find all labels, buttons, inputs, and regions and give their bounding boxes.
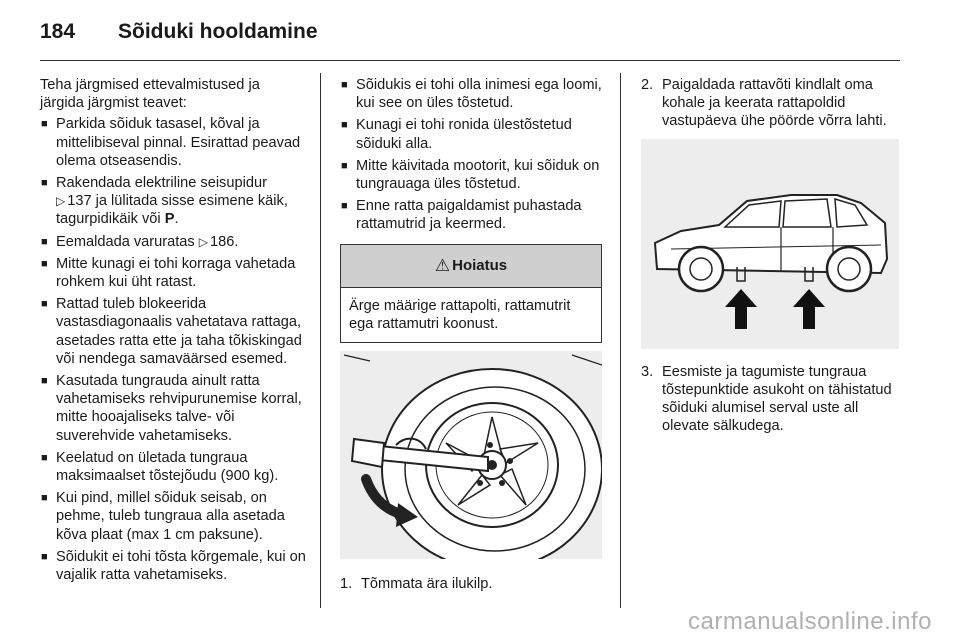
list-item: ■ Rattad tuleb blokeerida vastasdiagonaalis vahetatava rattaga, asetades ratta ette ja taha tõkiskingad või nendega samaväärsed esemed. (40, 295, 306, 368)
column-divider-1 (320, 73, 321, 608)
page-ref-icon[interactable]: ▷ (198, 234, 209, 249)
list-item: ■ Eemaldada varuratas ▷ 186. (40, 233, 306, 251)
steps-list-b (641, 76, 899, 131)
list-item: ■ Sõidukit ei tohi tõsta kõrgemale, kui on vajalik ratta vahetamiseks. (40, 548, 306, 584)
warning-title: Hoiatus (452, 256, 508, 274)
steps-list-a (340, 575, 602, 593)
page-number: 184 (40, 20, 76, 43)
list-item: ■ Enne ratta paigaldamist puhastada rattamutrid ja keermed. (340, 197, 602, 233)
list-item: ■ Mitte käivitada mootorit, kui sõiduk on tungrauaga üles tõstetud. (340, 157, 602, 193)
car-jack-points-illustration (641, 139, 899, 349)
page-title: Sõiduki hooldamine (118, 20, 318, 43)
wheel-wrench-illustration (340, 351, 602, 559)
warning-header (341, 245, 601, 288)
step-2: 2. Paigaldada rattavõti kindlalt oma kohale ja keerata rattapoldid vastupäeva ühe pöörde võrra lahti. (641, 77, 887, 130)
list-item: ■ Sõidukis ei tohi olla inimesi ega loomi, kui see on üles tõstetud. (340, 76, 602, 112)
page-ref[interactable]: 137 (67, 193, 92, 210)
header-divider (40, 60, 900, 61)
list-item: ■ Kunagi ei tohi ronida ülestõstetud sõiduki alla. (340, 116, 602, 152)
column-2 (340, 76, 602, 593)
step-3: 3. Eesmiste ja tagumiste tungraua tõstepunktide asukoht on tähistatud sõiduki alumisel serval uste all olevate sälkudega. (641, 363, 892, 435)
intro-text: Teha järgmised ettevalmistused ja järgida järgmist teavet: (40, 77, 260, 112)
page-ref-icon[interactable]: ▷ (56, 194, 66, 209)
list-item: ■ Parkida sõiduk tasasel, kõval ja mittelibiseval pinnal. Esirattad peavad olema otseasendis. (40, 115, 306, 170)
column-1 (40, 76, 306, 588)
watermark: carmanualsonline.info (688, 608, 932, 635)
list-item: ■ Kasutada tungrauda ainult ratta vahetamiseks rehvipurunemise korral, mitte hooajaliseks talve- või suverehvide vahetamiseks. (40, 372, 306, 445)
page-ref[interactable]: 186 (210, 233, 235, 250)
steps-list-c (641, 363, 899, 436)
warning-text: Ärge määrige rattapolti, rattamutrit ega rattamutri koonust. (349, 297, 571, 332)
warning-icon: ⚠ (434, 255, 451, 275)
step-1: 1. Tõmmata ära ilukilp. (340, 576, 493, 593)
list-item: ■ Rakendada elektriline seisupidur ▷ 137 ja lülitada sisse esimene käik, tagurpidikäik või P. (40, 174, 306, 229)
page-header (40, 14, 318, 50)
list-item: ■ Keelatud on ületada tungraua maksimaalset tõstejõudu (900 kg). (40, 449, 306, 485)
list-item: ■ Kui pind, millel sõiduk seisab, on pehme, tuleb tungraua alla asetada kõva plaat (max 1 cm paksune). (40, 489, 306, 544)
column-divider-2 (620, 73, 621, 608)
column-3 (641, 76, 899, 435)
list-item: ■ Mitte kunagi ei tohi korraga vahetada rohkem kui üht ratast. (40, 255, 306, 291)
warning-box (340, 244, 602, 343)
preparation-list (40, 115, 306, 584)
safety-list (340, 76, 602, 234)
